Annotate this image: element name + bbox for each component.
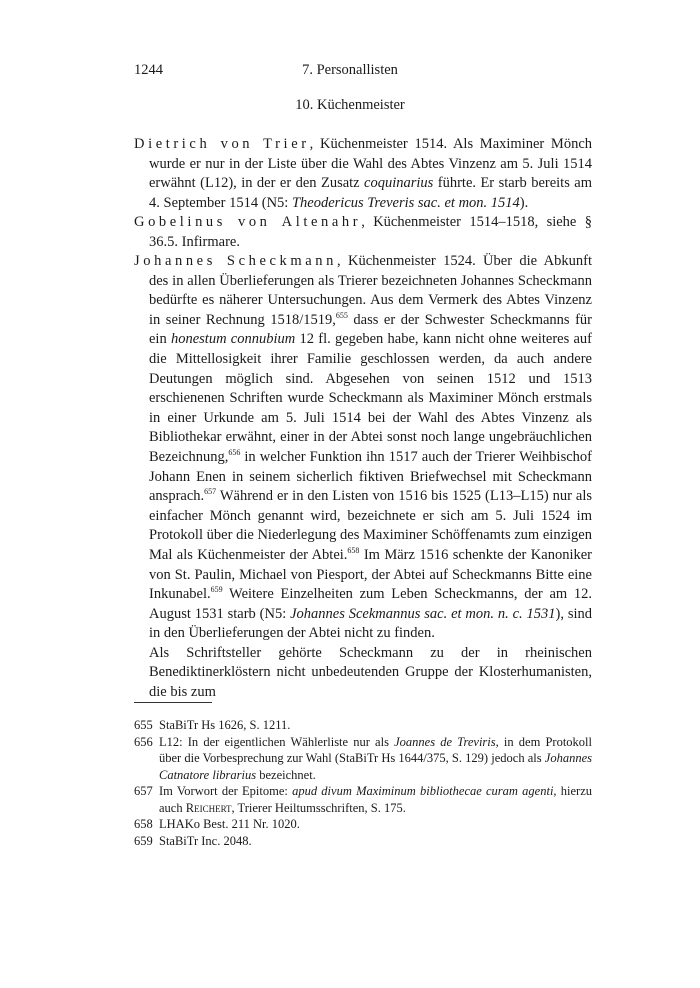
footnote [134, 734, 592, 784]
section-title: 10. Küchenmeister [295, 97, 405, 113]
footnotes [134, 717, 592, 849]
running-title: 7. Personallisten [302, 62, 398, 78]
entry-paragraph [134, 252, 592, 644]
footnote-text: LHAKo Best. 211 Nr. 1020. [159, 817, 300, 831]
entry-paragraph [134, 135, 592, 213]
entry-name: Gobelinus von Altenahr [134, 214, 362, 230]
footnote-number: 655 [134, 718, 153, 732]
entry-scheckmann [134, 252, 592, 703]
page-number: 1244 [134, 62, 163, 78]
footnote-text: StaBiTr Inc. 2048. [159, 833, 252, 848]
entry-body: , Küchenmeister 1524. Über die Abkunft des in allen Überlieferungen als Trierer bezeichneten Johannes Scheckmann bedürfte es näherer Untersuchungen. Aus dem Vermerk des Abtes Vinzenz in seiner Rechnung 1518/1519,$^{655}$ dass er der Schwester Scheckmanns für ein honestum connubium 12 fl. gegeben habe, kann nicht ohne weiteres auf die Mittellosigkeit ihrer Familie geschlossen werden, da auch andere Deutungen möglich sind. Abgesehen von seinen 1512 und 1513 erschienenen Schriften wurde Scheckmann als Maximiner Mönch erstmals in einer Urkunde am 5. Juli 1514 bei der Wahl des Abtes Vinzenz als Bibliothekar erwähnt, einer in der Abtei sonst noch lange ungebräuchlichen Bezeichnung,$^{656}$ in welcher Funktion ihn 1517 auch der Trierer Weihbischof Johann Enen in seinem sicherlich fiktiven Briefwechsel mit Scheckmann ansprach.$^{657}$ Während er in den Listen von 1516 bis 1525 (L13–L15) nur als einfacher Mönch genannt wird, bezeichnete er sich am 5. Juli 1524 im Protokoll über die Niederlegung des Maximiner Schöffenamts zum einzigen Mal als Küchenmeister der Abtei.$^{658}$ Im März 1516 schenkte der Kanoniker von St. Paulin, Michael von Piesport, der Abtei auf Scheckmanns Bitte eine Inkunabel.$^{659}$ Weitere Einzelheiten zum Leben Scheckmanns, der am 12. August 1531 starb (N5: Johannes Scekmannus sac. et mon. n. c. 1531), sind in den Überlieferungen der Abtei nicht zu finden. [149, 253, 592, 642]
entry-body: , Küchenmeister 1514. Als Maximiner Mönch wurde er nur in der Liste über die Wahl des Abtes Vinzenz am 5. Juli 1514 erwähnt (L12), in der er den Zusatz coquinarius führte. Er starb bereits am 4. September 1514 (N5: Theodericus Treveris sac. et mon. 1514). [149, 136, 592, 211]
footnote [134, 816, 592, 833]
entry-dietrich [134, 135, 592, 213]
footnote-number: 659 [134, 833, 153, 848]
footnote-number: 657 [134, 784, 153, 798]
footnote-number: 656 [134, 734, 153, 749]
footnote-text: Im Vorwort der Epitome: apud divum Maximinum bibliothecae curam agenti, hierzu auch Reichert, Trierer Heiltumsschriften, S. 175. [159, 784, 593, 815]
entry-name: Dietrich von Trier [134, 136, 310, 152]
footnote [134, 717, 592, 734]
footnote-rule [134, 702, 212, 703]
entry-gobelinus [134, 213, 592, 252]
entry-name: Johannes Scheckmann [134, 253, 337, 269]
footnote-number: 658 [134, 817, 153, 831]
entry-paragraph [134, 213, 592, 252]
entry-continuation: Als Schriftsteller gehörte Scheckmann zu der in rheinischen Benediktinerklöstern nicht unbedeutenden Gruppe der Klosterhumanisten, die bis zum [149, 644, 592, 701]
footnote-text: L12: In der eigentlichen Wählerliste nur als Joannes de Treviris, in dem Protokoll über die Vorbesprechung zur Wahl (StaBiTr Hs 1644/375, S. 129) jedoch als Johannes Catnatore librarius bezeichnet. [159, 734, 592, 782]
footnote-text: StaBiTr Hs 1626, S. 1211. [159, 718, 291, 732]
footnote [134, 783, 592, 816]
entry-body: , Küchenmeister 1514–1518, siehe § 36.5. Infirmare. [149, 214, 592, 250]
footnote [134, 833, 592, 850]
